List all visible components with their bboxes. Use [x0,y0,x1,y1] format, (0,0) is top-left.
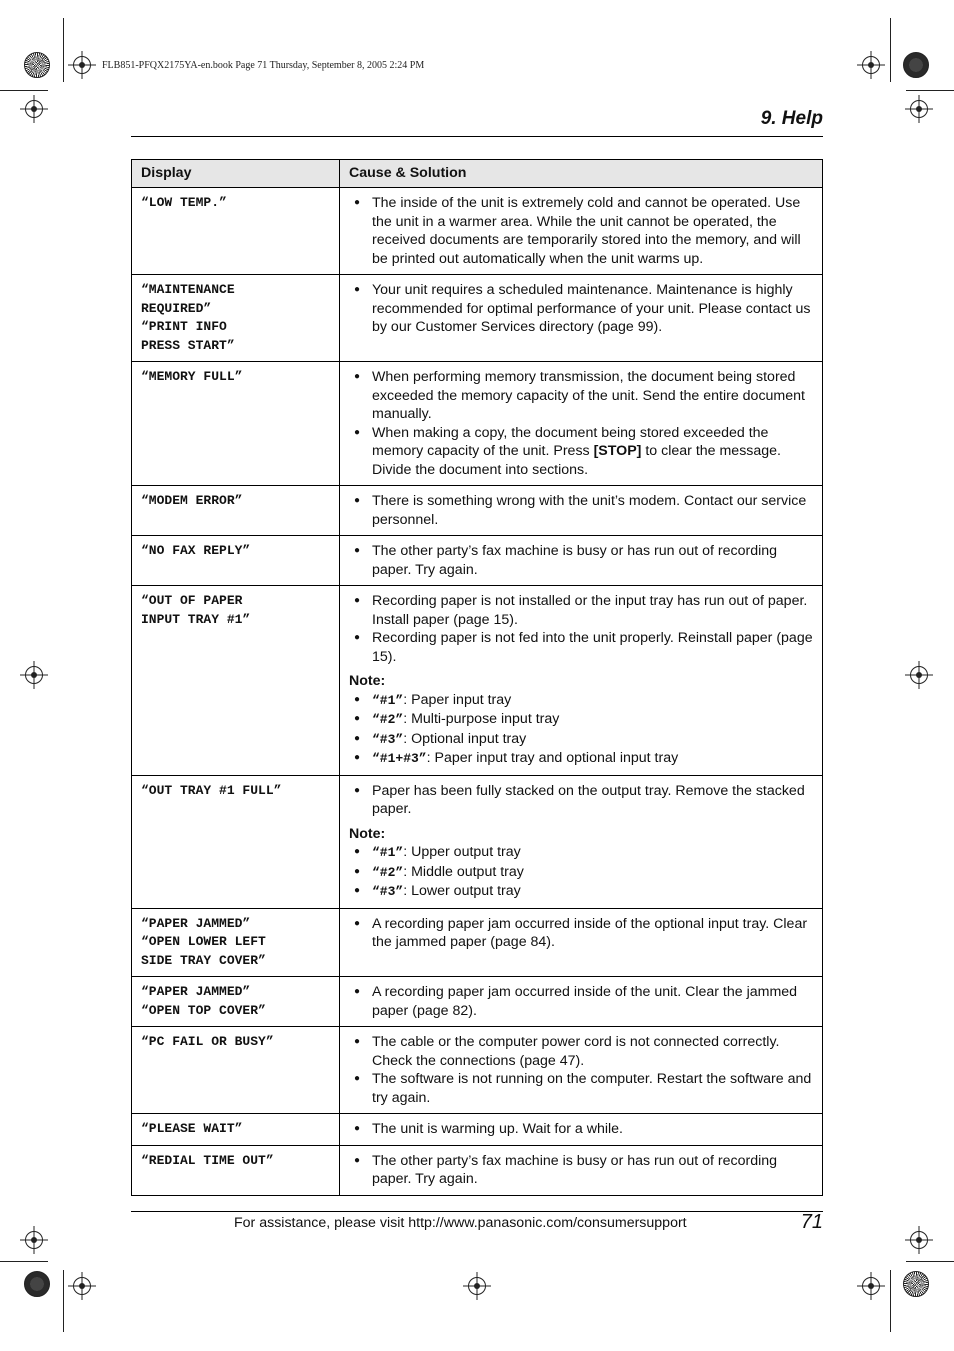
table-row [132,486,823,536]
table-header-row [132,160,823,188]
tray-code: “#2” [372,864,404,880]
table-row [132,1027,823,1114]
registration-star-icon [24,52,50,78]
crosshair-icon [910,1231,928,1249]
cause-solution [340,188,823,275]
note-item [349,710,813,730]
display-message-line: “MAINTENANCE [141,282,235,297]
cause-solution [340,775,823,908]
cause-solution [340,1145,823,1195]
display-message [132,1114,340,1146]
crosshair-icon [73,1277,91,1295]
display-message-line: “OUT OF PAPER [141,593,243,608]
note-label: Note: [349,825,386,842]
tray-description: : Lower output tray [403,883,521,899]
solution-item: ● Paper has been fully stacked on the output tray. Remove the stacked paper. [349,782,813,819]
crop-mark [63,1270,64,1332]
display-message [132,362,340,486]
registration-star-icon [903,52,929,78]
crop-mark [0,90,48,91]
solution-list [349,1120,813,1139]
crosshair-icon [25,100,43,118]
display-message [132,536,340,586]
footer-rule [131,1211,823,1212]
solution-list [349,542,813,579]
help-table [131,159,823,1196]
crosshair-icon [862,1277,880,1295]
file-header: FLB851-PFQX2175YA-en.book Page 71 Thursday, September 8, 2005 2:24 PM [102,60,425,71]
crosshair-icon [910,666,928,684]
display-message-line: “MEMORY FULL” [141,369,243,384]
display-message-line: “OUT TRAY #1 FULL” [141,782,282,798]
display-message-line: “PAPER JAMMED” [141,915,251,931]
note-item [349,691,813,711]
table-row [132,1114,823,1146]
display-message-line: “OPEN LOWER LEFT [141,934,266,949]
solution-item: ● The other party’s fax machine is busy or has run out of recording paper. Try again. [349,1152,813,1189]
display-message-line: REQUIRED” [141,300,212,316]
solution-item: ● The unit is warming up. Wait for a while. [349,1120,813,1139]
crosshair-icon [862,56,880,74]
table-row [132,977,823,1027]
cause-solution [340,977,823,1027]
tray-description: : Middle output tray [403,863,524,880]
cause-solution [340,1114,823,1146]
header-rule [131,136,823,137]
crosshair-icon [25,666,43,684]
page-number: 71 [800,1211,823,1233]
note-item [349,730,813,750]
display-message [132,1145,340,1195]
solution-list [349,1152,813,1189]
column-header-cause-solution: Cause & Solution [340,160,823,188]
solution-list [349,983,813,1020]
tray-code: “#3” [372,884,404,899]
tray-code: “#1” [372,692,404,708]
registration-star-icon [24,1271,50,1297]
table-row [132,275,823,362]
display-message-line: “OPEN TOP COVER” [141,1002,266,1018]
solution-item: ● Recording paper is not installed or the input tray has run out of paper. Install paper (page 15). [349,592,813,629]
tray-description: : Paper input tray and optional input tray [426,750,679,766]
solution-list [349,492,813,529]
solution-item: ● A recording paper jam occurred inside of the optional input tray. Clear the jammed paper (page 84). [349,915,813,952]
solution-list [349,782,813,819]
solution-item: ● The software is not running on the computer. Restart the software and try again. [349,1070,813,1107]
solution-item: ● Recording paper is not fed into the unit properly. Reinstall paper (page 15). [349,629,813,666]
crop-mark [63,18,64,82]
tray-description: : Paper input tray [403,691,512,708]
display-message [132,188,340,275]
solution-item: ● The inside of the unit is extremely cold and cannot be operated. Use the unit in a warmer area. While the unit cannot be operated, the received documents are temporarily stored into the memory, and will be printed out automatically when the unit warms up. [349,194,813,268]
tray-description: : Upper output tray [403,844,521,860]
crop-mark [890,18,891,82]
tray-description: : Optional input tray [403,730,527,747]
solution-list [349,368,813,479]
display-message [132,586,340,776]
table-row [132,1145,823,1195]
tray-code: “#2” [372,712,404,727]
table-row [132,908,823,977]
cause-solution [340,486,823,536]
solution-item: ● Your unit requires a scheduled maintenance. Maintenance is highly recommended for optimal performance of your unit. Please contact us by our Customer Services directory (page 99). [349,281,813,337]
note-item [349,882,813,902]
crosshair-icon [910,100,928,118]
display-message [132,275,340,362]
display-message-line: “PRINT INFO [141,319,227,334]
display-message [132,775,340,908]
display-message-line: “PC FAIL OR BUSY” [141,1034,274,1049]
display-message-line: “NO FAX REPLY” [141,543,251,558]
display-message-line: “PAPER JAMMED” [141,984,251,999]
display-message-line: SIDE TRAY COVER” [141,952,266,968]
crosshair-icon [468,1277,486,1295]
display-message [132,977,340,1027]
tray-code: “#1+#3” [372,751,427,766]
crosshair-icon [73,56,91,74]
solution-item: ● When making a copy, the document being stored exceeded the memory capacity of the unit. Press [STOP] to clear the message. Divide the document into sections. [349,424,813,480]
display-message-line: “PLEASE WAIT” [141,1121,243,1136]
solution-list [349,592,813,666]
solution-list [349,281,813,337]
note-label: Note: [349,673,386,689]
crosshair-icon [25,1231,43,1249]
solution-item: ● The cable or the computer power cord is not connected correctly. Check the connections (page 47). [349,1033,813,1070]
tray-description: : Multi-purpose input tray [403,711,560,727]
tray-code: “#3” [372,731,404,747]
table-row [132,586,823,776]
table-row [132,775,823,908]
solution-list [349,1033,813,1107]
registration-star-icon [903,1271,929,1297]
solution-item: ● There is something wrong with the unit’s modem. Contact our service personnel. [349,492,813,529]
tray-code: “#1” [372,845,404,860]
cause-solution [340,362,823,486]
footer-text: For assistance, please visit http://www.panasonic.com/consumersupport [234,1215,687,1231]
note-list [349,843,813,902]
solution-item: ● When performing memory transmission, the document being stored exceeded the memory capacity of the unit. Send the entire document manually. [349,368,813,424]
cause-solution [340,536,823,586]
display-message-line: “REDIAL TIME OUT” [141,1152,274,1168]
note-list [349,691,813,769]
table-row [132,188,823,275]
table-row [132,536,823,586]
display-message [132,908,340,977]
display-message-line: INPUT TRAY #1” [141,611,251,627]
solution-item: ● A recording paper jam occurred inside of the unit. Clear the jammed paper (page 82). [349,983,813,1020]
display-message [132,1027,340,1114]
table-row [132,362,823,486]
cause-solution [340,1027,823,1114]
note-item [349,863,813,883]
chapter-title: 9. Help [760,108,823,129]
stop-key-label: [STOP] [593,443,642,459]
note-item [349,749,813,769]
solution-list [349,915,813,952]
display-message-line: PRESS START” [141,337,235,353]
crop-mark [906,1261,954,1262]
solution-item: ● The other party’s fax machine is busy or has run out of recording paper. Try again. [349,542,813,579]
display-message [132,486,340,536]
crop-mark [906,90,954,91]
note-item [349,843,813,863]
display-message-line: “LOW TEMP.” [141,195,227,210]
cause-solution [340,908,823,977]
crop-mark [890,1270,891,1332]
solution-list [349,194,813,268]
crop-mark [0,1261,48,1262]
cause-solution [340,275,823,362]
column-header-display: Display [132,160,340,188]
display-message-line: “MODEM ERROR” [141,493,243,508]
cause-solution [340,586,823,776]
